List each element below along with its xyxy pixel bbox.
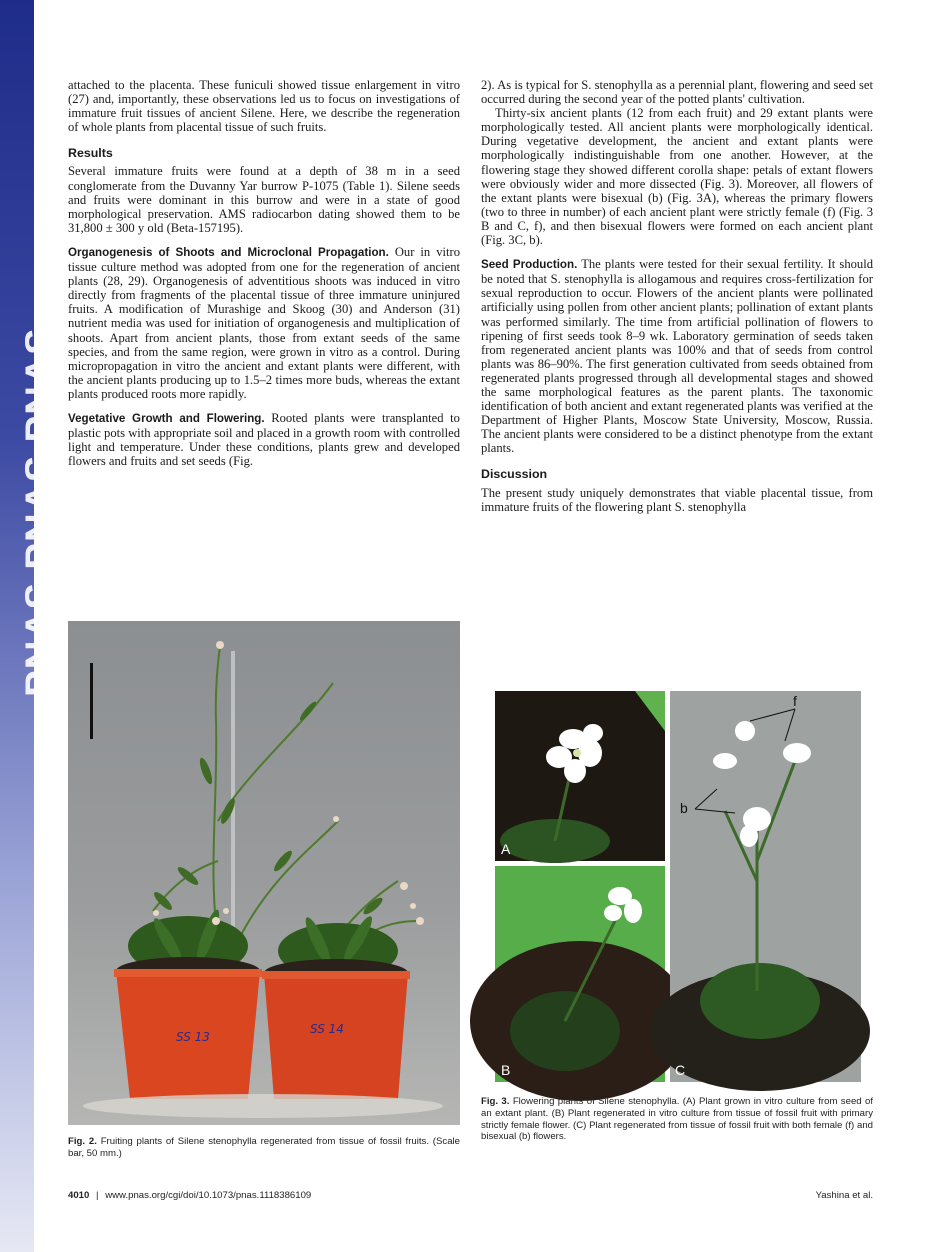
saucer: [83, 1094, 443, 1118]
pot-label-right: SS 14: [310, 1022, 344, 1036]
figure-3-photo: [495, 691, 861, 1082]
seed-paragraph: [481, 257, 873, 455]
continuation-paragraph: 2). As is typical for S. stenophylla as a perennial plant, flowering and seed set occurred during the second year of the potted plants' cultivation.: [481, 78, 873, 107]
footer-authors: Yashina et al.: [815, 1190, 873, 1201]
figure-2-caption-text: Fruiting plants of Silene stenophylla regenerated from tissue of fossil fruits. (Scale bar, 50 mm.): [68, 1136, 460, 1159]
page-number: 4010: [68, 1190, 90, 1201]
results-paragraph: Several immature fruits were found at a depth of 38 m in a seed conglomerate from the Duvanny Yar burrow P-1075 (Table 1). Silene seeds and fruits were dominant in this burrow and were in a state of good morphological preservation. AMS radiocarbon dating showed them to be 31,800 ± 300 y old (Beta-157195).: [68, 164, 460, 235]
panel-a: [495, 691, 665, 863]
organogenesis-heading: Organogenesis of Shoots and Microclonal Propagation.: [68, 245, 389, 259]
footer-left: [68, 1190, 311, 1201]
pot-label-left: SS 13: [176, 1030, 210, 1044]
annot-f: f: [793, 693, 797, 709]
pot-right-rim: [262, 971, 410, 979]
journal-brand-text: PNAS PNAS PNAS: [18, 327, 62, 697]
scale-bar: [90, 663, 93, 739]
figure-2-photo: [68, 621, 460, 1125]
right-column: [481, 78, 873, 514]
vegetative-text: Rooted plants were transplanted to plastic pots with appropriate soil and placed in a growth room with controlled light and temperature. Under these conditions, plants grew and developed flowers and fruits and set seeds (Fig.: [68, 410, 460, 469]
footer-separator: |: [96, 1190, 99, 1201]
organogenesis-paragraph: [68, 245, 460, 401]
seed-text: The plants were tested for their sexual fertility. It should be noted that S. stenophylla is allogamous and requires cross-fertilization for sexual reproduction to occur. Flowers of the ancient plants were pollinated artificially using pollen from other ancient plants; pollination of extant plants was performed similarly. The time from artificial pollination of flowers to ripening of first seeds took 8–9 wk. Laboratory germination of seeds taken from regenerated ancient plants was 100% and that of seeds from control plants was 86–90%. The first generation cultivated from seeds obtained from regenerated plants progressed through all developmental stages and showed the same morphological features as the parent plants. The taxonomic identification of both ancient and extant regenerated plants was verified at the Department of Higher Plants, Moscow State University, Moscow, Russia. The ancient plants were considered to be a distinct phenotype from the extant plants.: [481, 257, 874, 456]
pot-left-rim: [114, 969, 262, 977]
left-column: [68, 78, 460, 468]
figure-2-caption: [68, 1136, 460, 1160]
figure-3-caption-text: Flowering plants of Silene stenophylla. (A) Plant grown in vitro culture from seed of an extant plant. (B) Plant regenerated in vitro culture from tissue of fossil fruit with primary strictly female flower. (C) Plant regenerated from tissue of fossil fruit with both female (f) and bisexual (b) flowers.: [481, 1096, 873, 1143]
panel-c-label: C: [675, 1062, 686, 1078]
discussion-heading: Discussion: [481, 467, 548, 482]
organogenesis-text: Our in vitro tissue culture method was adopted from one for the regeneration of ancient plants (28, 29). Organogenesis of adventitious shoots was induced in vitro directly from fragments of the placental tissue of three immature uninjured fruits. A modification of Murashige and Skoog (30) and Anderson (31) nutrient media was used for initiation of organogenesis and multiplication of shoots. Apart from ancient plants, those from extant seeds of the same species, and from the same region, were grown in vitro as a control. During micropropagation in vitro the ancient and extant plants were different, with the ancient plants producing up to 1.5–2 times more buds, whereas the extant plants produced roots more rapidly.: [68, 244, 460, 401]
results-heading: Results: [68, 146, 113, 161]
vegetative-paragraph: [68, 411, 460, 468]
annot-b: b: [680, 800, 688, 816]
panel-c: [650, 691, 870, 1091]
journal-sidebar: [0, 0, 62, 1252]
figure-3-caption: [481, 1096, 873, 1143]
intro-paragraph: attached to the placenta. These funiculi showed tissue enlargement in vitro (27) and, importantly, these observations led us to focus on investigations of immature fruit tissues of ancient Silene. Here, we describe the regeneration of whole plants from placental tissue of such fruits.: [68, 78, 460, 135]
seed-heading: Seed Production.: [481, 258, 578, 272]
vegetative-heading: Vegetative Growth and Flowering.: [68, 411, 265, 425]
figure-2-caption-label: Fig. 2.: [68, 1136, 97, 1147]
doi-link[interactable]: www.pnas.org/cgi/doi/10.1073/pnas.1118386109: [105, 1190, 312, 1201]
discussion-paragraph: The present study uniquely demonstrates that viable placental tissue, from immature fruits of the flowering plant S. stenophylla: [481, 485, 873, 514]
pot-right: [264, 973, 408, 1099]
figure-3-caption-label: Fig. 3.: [481, 1096, 510, 1107]
morphology-paragraph: Thirty-six ancient plants (12 from each fruit) and 29 extant plants were morphologically tested. All ancient plants were morphologically identical. During vegetative development, the ancient and extant plants were morphologically indistinguishable from one another. However, at the flowering stage they showed different corolla shape: petals of extant flowers were obviously wider and more dissected (Fig. 3). Moreover, all flowers of the extant plants were bisexual (b) (Fig. 3A), whereas the primary flowers (two to three in number) of each ancient plant were strictly female (f) (Fig. 3 B and C, f), and then bisexual flowers were formed on each ancient plant (Fig. 3C, b).: [481, 106, 873, 248]
panel-a-label: A: [501, 841, 511, 857]
panel-b: [470, 866, 690, 1101]
panel-b-label: B: [501, 1062, 511, 1078]
